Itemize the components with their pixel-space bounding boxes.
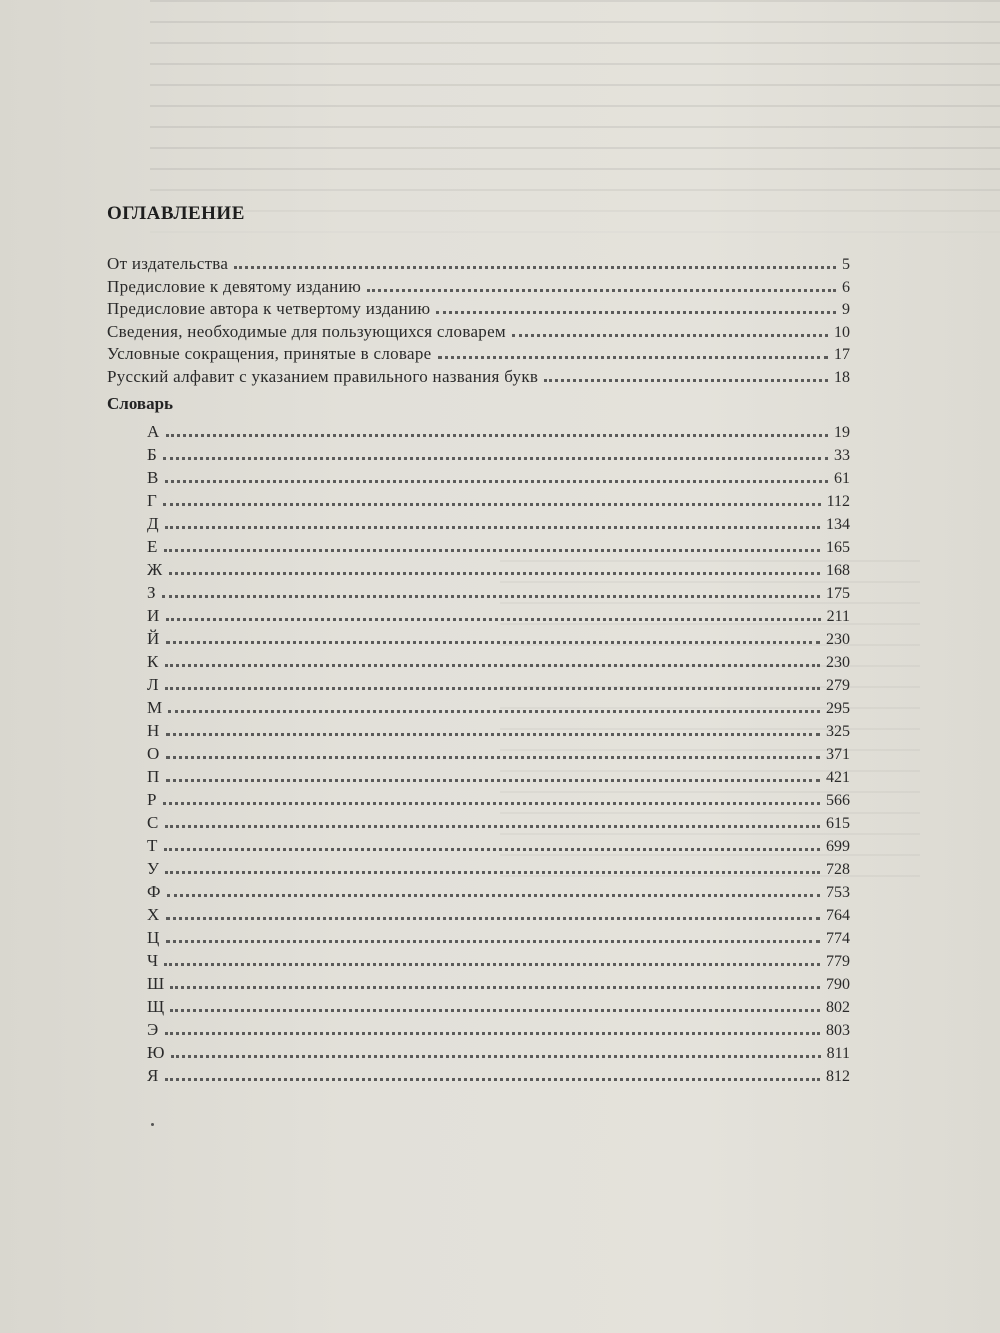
toc-entry-label: З [147,583,156,602]
toc-entry-page-number: 699 [826,838,850,855]
dot-leader [234,252,836,269]
toc-entry-page-number: 812 [826,1068,850,1085]
toc-entry-page-number: 728 [826,861,850,878]
toc-entry-page-number: 615 [826,815,850,832]
toc-entry-label: Щ [147,997,165,1016]
toc-entry [147,995,850,1019]
toc-entry-page-number: 165 [826,539,850,556]
toc-entry-page-number: 421 [826,769,850,786]
dot-leader [165,466,828,483]
toc-entry-label: Предисловие автора к четвертому изданию [107,299,431,319]
toc-entry [147,466,850,490]
toc-entry [147,581,850,605]
toc-entry-label: У [147,859,160,878]
toc-entry-page-number: 230 [826,654,850,671]
toc-entry-label: С [147,813,159,832]
dot-leader [544,365,828,382]
toc-entry-page-number: 6 [842,278,850,296]
toc-entry [107,252,850,276]
toc-entry-label: Я [147,1066,159,1085]
dot-leader [165,857,820,874]
dot-leader [164,535,820,552]
dot-leader [436,297,836,314]
toc-entry [107,320,850,344]
dot-leader [165,1064,820,1081]
dot-leader [166,742,820,759]
dot-leader [438,342,828,359]
toc-entry-label: Э [147,1020,159,1039]
dictionary-heading: Словарь [107,394,174,413]
toc-entry-label: Ж [147,560,163,579]
dot-leader [166,604,821,621]
toc-entry-label: Условные сокращения, принятые в словаре [107,344,432,364]
toc-entry-page-number: 764 [826,907,850,924]
toc-entry-page-number: 17 [834,346,850,364]
toc-entry-page-number: 9 [842,301,850,319]
toc-entry-page-number: 10 [834,323,850,341]
toc-entry-label: Ф [147,882,161,901]
dot-leader [166,926,820,943]
toc-entry-label: Х [147,905,160,924]
toc-entry [147,696,850,720]
dot-leader [171,1041,821,1058]
dot-leader [163,443,828,460]
toc-entry-label: Р [147,790,157,809]
toc-entry-page-number: 175 [826,585,850,602]
toc-entry-page-number: 279 [826,677,850,694]
dot-leader [167,880,820,897]
toc-entry-page-number: 779 [826,953,850,970]
dot-leader [164,834,820,851]
dot-leader [166,765,820,782]
toc-entry-page-number: 371 [826,746,850,763]
toc-entry-page-number: 61 [834,470,850,487]
toc-entry-page-number: 18 [834,369,850,386]
toc-entry [147,1064,850,1088]
paper-speck [151,1123,154,1126]
dot-leader [166,719,820,736]
dot-leader [169,558,820,575]
toc-entry-page-number: 134 [826,516,850,533]
toc-entry [147,788,850,812]
toc-entry-page-number: 803 [826,1022,850,1039]
toc-entry-page-number: 790 [826,976,850,993]
toc-entry [147,811,850,835]
toc-entry [147,1041,850,1065]
dot-leader [170,972,820,989]
show-through-text [150,0,1000,250]
toc-entry [147,673,850,697]
dot-leader [166,903,820,920]
toc-entry-label: В [147,468,159,487]
dot-leader [165,512,820,529]
toc-entry-page-number: 112 [826,493,850,510]
dot-leader [166,420,828,437]
toc-entry-label: А [147,422,160,441]
toc-entry-label: Т [147,836,158,855]
toc-entry [147,834,850,858]
toc-entry [147,558,850,582]
toc-entry-label: Е [147,537,158,556]
toc-entry [147,512,850,536]
toc-entry [147,627,850,651]
toc-entry-page-number: 774 [826,930,850,947]
toc-entry-label: М [147,698,163,717]
toc-entry-page-number: 295 [826,700,850,717]
toc-entry [147,926,850,950]
toc-entry [147,765,850,789]
toc-entry-page-number: 802 [826,999,850,1016]
toc-entry-page-number: 5 [842,256,850,273]
toc-entry-label: Д [147,514,159,533]
toc-entry-page-number: 230 [826,631,850,648]
toc-entry-label: Ц [147,928,160,947]
toc-entry [147,719,850,743]
toc-entry-label: Н [147,721,160,740]
dot-leader [165,811,820,828]
toc-entry-label: Л [147,675,159,694]
toc-entry-page-number: 566 [826,792,850,809]
page-title: ОГЛАВЛЕНИЕ [107,203,245,224]
dot-leader [512,320,828,337]
dot-leader [165,673,820,690]
toc-entry-page-number: 211 [826,608,850,625]
toc-entry [107,342,850,366]
toc-entry-label: От издательства [107,254,229,273]
toc-entry-label: Ш [147,974,165,993]
toc-entry [147,972,850,996]
toc-entry-label: О [147,744,160,763]
dot-leader [164,949,820,966]
dot-leader [168,696,820,713]
toc-entry-label: П [147,767,160,786]
toc-entry [147,880,850,904]
toc-entry [147,650,850,674]
dot-leader [165,650,820,667]
dot-leader [166,627,820,644]
toc-entry [147,489,850,513]
toc-entry-label: Ч [147,951,159,970]
dot-leader [165,1018,820,1035]
toc-entry-label: Сведения, необходимые для пользующихся словарем [107,321,506,341]
toc-entry-label: Й [147,629,160,648]
toc-entry-label: Ю [147,1043,165,1062]
dot-leader [162,581,820,598]
dot-leader [163,788,820,805]
toc-entry-label: Русский алфавит с указанием правильного названия букв [107,367,539,386]
toc-entry [107,365,850,389]
toc-entry [147,1018,850,1042]
toc-entry [147,857,850,881]
toc-entry [147,604,850,628]
toc-entry-label: И [147,606,160,625]
toc-entry [147,742,850,766]
dot-leader [367,275,836,292]
toc-entry [147,535,850,559]
toc-entry [147,443,850,467]
toc-entry [107,297,850,321]
toc-entry-page-number: 33 [834,447,850,464]
toc-entry [107,275,850,299]
toc-entry-page-number: 19 [834,424,850,441]
toc-entry-label: Предисловие к девятому изданию [107,276,362,296]
toc-entry-label: Б [147,445,158,464]
toc-entry-label: Г [147,491,158,510]
dot-leader [170,995,820,1012]
toc-entry-page-number: 753 [826,884,850,901]
dot-leader [163,489,820,506]
toc-entry-label: К [147,652,159,671]
toc-entry-page-number: 325 [826,723,850,740]
toc-entry-page-number: 811 [826,1045,850,1062]
toc-entry [147,949,850,973]
toc-entry [147,903,850,927]
toc-entry [147,420,850,444]
toc-entry-page-number: 168 [826,562,850,579]
